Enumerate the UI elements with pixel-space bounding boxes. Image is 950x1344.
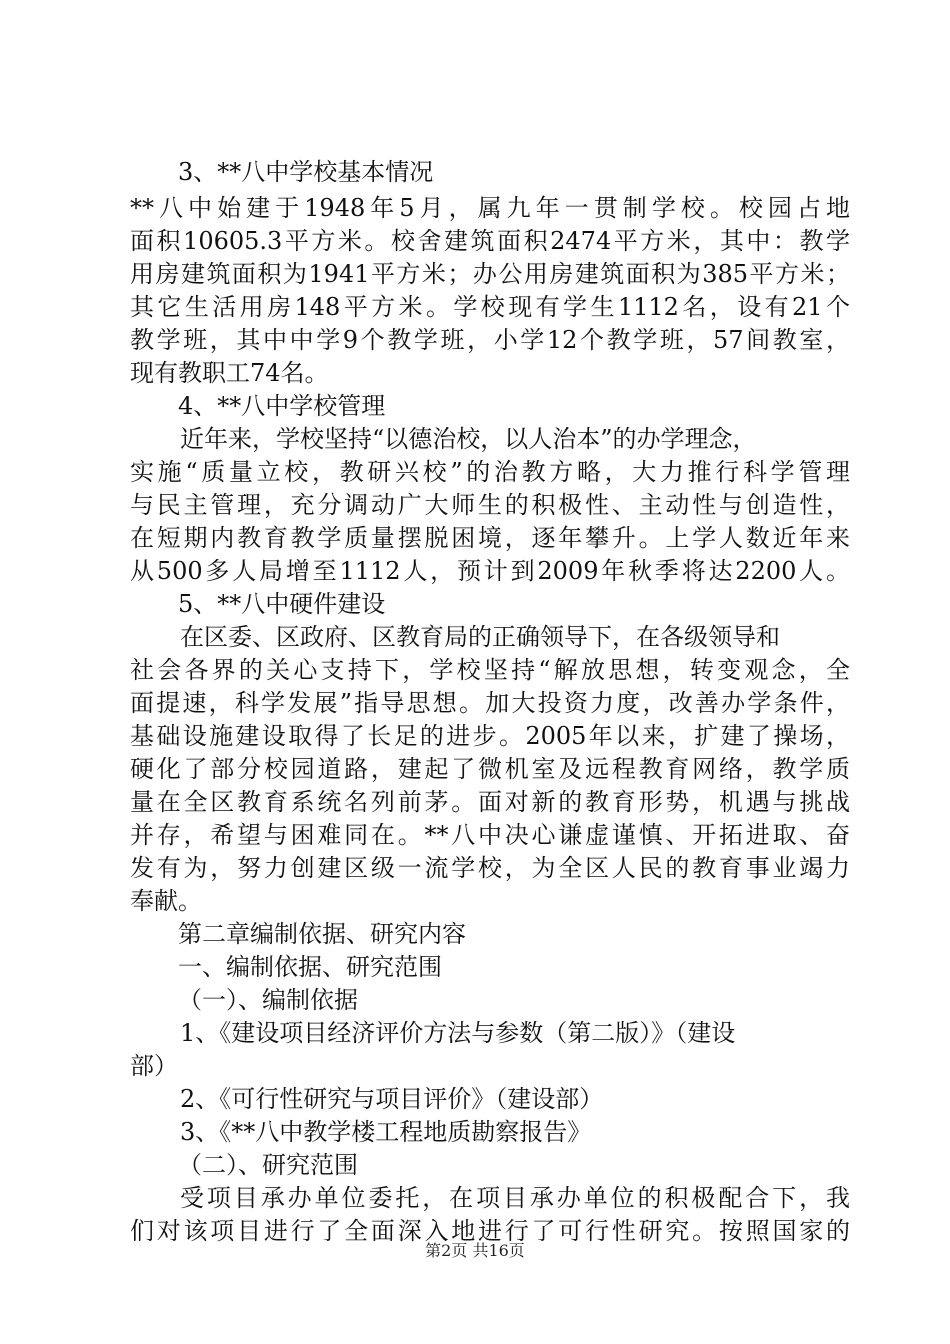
text-line: 教学班，其中中学9个教学班，小学12个教学班，57间教室，	[130, 326, 850, 354]
text-line: 奉献。	[130, 887, 202, 915]
text-line: 量在全区教育系统名列前茅。面对新的教育形势，机遇与挑战	[130, 788, 850, 816]
text-line: 其它生活用房148平方米。学校现有学生1112名，设有21个	[130, 293, 850, 321]
text-line: **八中始建于1948年5月，属九年一贯制学校。校园占地	[130, 194, 850, 222]
text-line: （二）、研究范围	[178, 1151, 358, 1179]
text-line: 4、**八中学校管理	[178, 392, 386, 420]
text-line: 近年来，学校坚持“以德治校，以人治本”的办学理念，	[180, 425, 757, 453]
text-line: 在短期内教育教学质量摆脱困境，逐年攀升。上学人数近年来	[130, 524, 850, 552]
text-line: 第二章编制依据、研究内容	[178, 920, 466, 948]
text-line: 3、《**八中教学楼工程地质勘察报告》	[180, 1118, 592, 1146]
page-footer: 第2页 共16页	[425, 1241, 525, 1260]
text-line: 发有为，努力创建区级一流学校，为全区人民的教育事业竭力	[130, 854, 850, 882]
text-line: 面提速，科学发展”指导思想。加大投资力度，改善办学条件，	[130, 689, 850, 717]
text-line: 3、**八中学校基本情况	[178, 158, 434, 186]
text-line: 用房建筑面积为1941平方米；办公用房建筑面积为385平方米；	[130, 260, 850, 288]
text-line: 从500多人局增至1112人，预计到2009年秋季将达2200人。	[130, 557, 850, 585]
text-line: 社会各界的关心支持下，学校坚持“解放思想，转变观念，全	[130, 656, 850, 684]
text-line: 现有教职工74名。	[130, 359, 329, 387]
text-line: 一、编制依据、研究范围	[178, 953, 442, 981]
text-line: 部）	[130, 1052, 178, 1080]
text-line: 基础设施建设取得了长足的进步。2005年以来，扩建了操场，	[130, 722, 850, 750]
text-line: 实施“质量立校，教研兴校”的治教方略，大力推行科学管理	[130, 458, 850, 486]
text-line: 在区委、区政府、区教育局的正确领导下，在各级领导和	[180, 623, 780, 651]
text-line: 硬化了部分校园道路，建起了微机室及远程教育网络，教学质	[130, 755, 850, 783]
text-line: 并存，希望与困难同在。**八中决心谦虚谨慎、开拓进取、奋	[130, 821, 850, 849]
text-line: 受项目承办单位委托，在项目承办单位的积极配合下，我	[180, 1184, 850, 1212]
text-line: 5、**八中硬件建设	[178, 590, 386, 618]
text-line: 们对该项目进行了全面深入地进行了可行性研究。按照国家的	[130, 1217, 850, 1245]
text-line: 2、《可行性研究与项目评价》（建设部）	[180, 1085, 604, 1113]
text-line: （一）、编制依据	[178, 986, 358, 1014]
text-line: 与民主管理，充分调动广大师生的积极性、主动性与创造性，	[130, 491, 850, 519]
text-line: 1、《建设项目经济评价方法与参数（第二版）》（建设	[180, 1019, 736, 1047]
text-line: 面积10605.3平方米。校舍建筑面积2474平方米，其中：教学	[130, 227, 850, 255]
